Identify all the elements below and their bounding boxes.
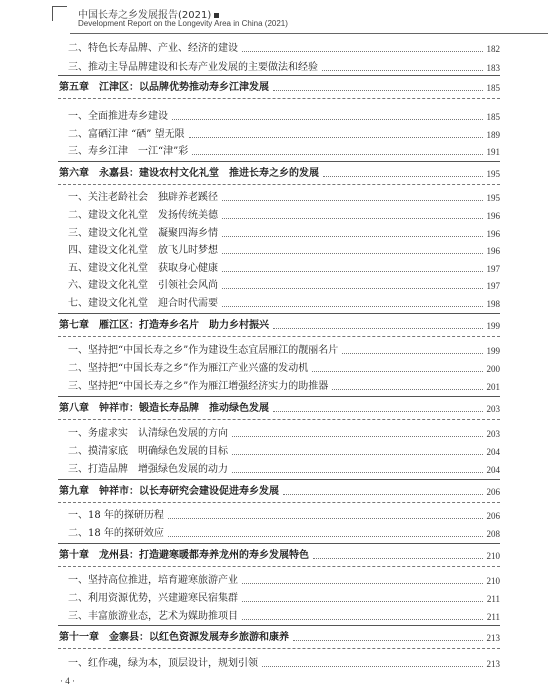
toc-page-number: 198 [486,299,500,309]
dot-leader [273,89,483,91]
toc-entry-title: 第十章 龙州县：打造避寒暖都寿养龙州的寿乡发展特色 [59,550,309,561]
dot-leader [222,235,483,237]
toc-page-number: 206 [486,511,500,521]
toc-page-number: 203 [486,404,500,414]
toc-page-number: 200 [486,364,500,374]
toc-page-number: 196 [486,211,500,221]
toc-section-entry[interactable] [68,260,500,276]
toc-entry-title: 三、打造品牌 增强绿色发展的动力 [68,464,228,475]
toc-entry-title: 二、摸清家底 明确绿色发展的目标 [68,446,228,457]
chapter-rule-bottom [58,336,500,337]
toc-entry-title: 三、推动主导品牌建设和长寿产业发展的主要做法和经验 [68,62,318,73]
toc-page-number: 213 [486,659,500,669]
dot-leader [168,535,483,537]
dot-leader [222,199,483,201]
toc-page-number: 211 [486,594,500,604]
dot-leader [323,175,483,177]
toc-page-number: 199 [486,321,500,331]
toc-page-number: 195 [486,169,500,179]
toc-entry-title: 第九章 钟祥市：以长寿研究会建设促进寿乡发展 [59,486,279,497]
toc-entry-title: 一、红作魂，绿为本，顶层设计，规划引领 [68,658,258,669]
toc-page-number: 208 [486,529,500,539]
dot-leader [312,370,482,372]
dot-leader [232,453,483,455]
toc-entry-title: 第八章 钟祥市：锻造长寿品牌 推动绿色发展 [59,403,269,414]
toc-page-number: 204 [486,465,500,475]
toc-page-number: 189 [486,130,500,140]
toc-chapter-entry[interactable] [59,547,500,563]
chapter-rule-bottom [58,566,500,567]
toc-section-entry[interactable] [68,126,500,142]
header-title-cn: 中国长寿之乡发展报告(2021) [78,6,219,21]
toc-entry-title: 七、建设文化礼堂 迎合时代需要 [68,298,218,309]
toc-section-entry[interactable] [68,108,500,124]
dot-leader [242,600,483,602]
toc-entry-title: 第六章 永嘉县：建设农村文化礼堂 推进长寿之乡的发展 [59,168,319,179]
dot-leader [192,153,482,155]
toc-section-entry[interactable] [68,242,500,258]
dot-leader [189,136,483,138]
toc-section-entry[interactable] [68,189,500,205]
dot-leader [232,471,483,473]
toc-entry-title: 三、建设文化礼堂 凝聚四海乡情 [68,228,218,239]
toc-page-number: 185 [486,112,500,122]
dot-leader [242,582,483,584]
toc-section-entry[interactable] [68,608,500,624]
dot-leader [222,217,483,219]
toc-entry-title: 二、18 年的探研效应 [68,528,164,539]
toc-entry-title: 一、关注老龄社会 独辟养老蹊径 [68,192,218,203]
toc-section-entry[interactable] [68,525,500,541]
toc-entry-title: 二、坚持把“中国长寿之乡”作为雁江产业兴盛的发动机 [68,363,309,374]
toc-page-number: 197 [486,281,500,291]
toc-section-entry[interactable] [68,342,500,358]
toc-section-entry[interactable] [68,655,500,671]
dot-leader [322,69,483,71]
toc-page-number: 213 [486,633,500,643]
toc-entry-title: 第七章 雁江区：打造寿乡名片 助力乡村振兴 [59,320,269,331]
toc-entry-title: 二、富硒江津 “硒” 望无限 [68,129,185,140]
toc-section-entry[interactable] [68,225,500,241]
chapter-rule-bottom [58,98,500,99]
toc-entry-title: 二、建设文化礼堂 发扬传统美德 [68,210,218,221]
toc-chapter-entry[interactable] [59,317,500,333]
toc-entry-title: 六、建设文化礼堂 引领社会风尚 [68,280,218,291]
toc-section-entry[interactable] [68,378,500,394]
dot-leader [313,557,483,559]
dot-leader [168,517,483,519]
dot-leader [273,327,483,329]
toc-entry-title: 一、坚持把“中国长寿之乡”作为建设生态宜居雁江的靓丽名片 [68,345,339,356]
toc-entry-title: 一、务虚求实 认清绿色发展的方向 [68,428,228,439]
chapter-rule-bottom [58,648,500,649]
toc-entry-title: 二、利用资源优势，兴建避寒民宿集群 [68,593,238,604]
chapter-rule-top [58,625,500,626]
dot-leader [242,50,483,52]
toc-entry-title: 第十一章 金寨县：以红色资源发展寿乡旅游和康养 [59,632,289,643]
dot-leader [222,270,483,272]
toc-entry-title: 四、建设文化礼堂 放飞儿时梦想 [68,245,218,256]
toc-section-entry[interactable] [68,143,500,159]
toc-page-number: 210 [486,551,500,561]
toc-page-number: 199 [486,346,500,356]
toc-page-number: 196 [486,229,500,239]
toc-page-number: 195 [486,193,500,203]
toc-section-entry[interactable] [68,425,500,441]
toc-entry-title: 一、全面推进寿乡建设 [68,111,168,122]
toc-entry-title: 一、坚持高位推进，培育避寒旅游产业 [68,575,238,586]
dot-leader [172,118,483,120]
toc-chapter-entry[interactable] [59,79,500,95]
toc-section-entry[interactable] [68,443,500,459]
toc-section-entry[interactable] [68,277,500,293]
chapter-rule-top [58,543,500,544]
toc-chapter-entry[interactable] [59,165,500,181]
chapter-rule-top [58,313,500,314]
dot-leader [293,639,483,641]
dot-leader [283,493,483,495]
toc-page-number: 204 [486,447,500,457]
toc-section-entry[interactable] [68,461,500,477]
toc-section-entry[interactable] [68,572,500,588]
toc-page-number: 183 [486,63,500,73]
toc-page-number: 196 [486,246,500,256]
toc-page-number: 197 [486,264,500,274]
toc-entry-title: 三、丰富旅游业态，艺术为媒助推项目 [68,611,238,622]
toc-page-number: 203 [486,429,500,439]
dot-leader [332,388,482,390]
toc-section-entry[interactable] [68,507,500,523]
chapter-rule-bottom [58,184,500,185]
chapter-rule-top [58,479,500,480]
chapter-rule-top [58,75,500,76]
toc-page-number: 201 [486,382,500,392]
toc-section-entry[interactable] [68,59,500,75]
chapter-rule-top [58,161,500,162]
toc-entry-title: 五、建设文化礼堂 获取身心健康 [68,263,218,274]
toc-entry-title: 三、坚持把“中国长寿之乡”作为雁江增强经济实力的助推器 [68,381,329,392]
dot-leader [273,410,483,412]
dot-leader [242,618,483,620]
chapter-rule-bottom [58,419,500,420]
toc-page-number: 210 [486,576,500,586]
toc-chapter-entry[interactable] [59,400,500,416]
toc-entry-title: 二、特色长寿品牌、产业、经济的建设 [68,43,238,54]
toc-chapter-entry[interactable] [59,629,500,645]
toc-entry-title: 三、寿乡江津 一江“津”彩 [68,146,189,157]
toc-section-entry[interactable] [68,360,500,376]
toc-chapter-entry[interactable] [59,483,500,499]
header-title-en: Development Report on the Longevity Area in China (2021) [78,19,288,28]
toc-entry-title: 第五章 江津区：以品牌优势推动寿乡江津发展 [59,82,269,93]
dot-leader [342,352,482,354]
toc-section-entry[interactable] [68,207,500,223]
dot-leader [262,665,483,667]
toc-page-number: 182 [486,44,500,54]
dot-leader [222,305,483,307]
toc-section-entry[interactable] [68,590,500,606]
toc-section-entry[interactable] [68,295,500,311]
toc-page-number: 206 [486,487,500,497]
dot-leader [232,435,483,437]
chapter-rule-top [58,396,500,397]
dot-leader [222,287,483,289]
toc-section-entry[interactable] [68,40,500,56]
toc-page-number: 211 [486,612,500,622]
page-number: · 4 · [60,676,75,686]
chapter-rule-bottom [58,502,500,503]
dot-leader [222,252,483,254]
toc-page-number: 185 [486,83,500,93]
toc-page-number: 191 [486,147,500,157]
toc-entry-title: 一、18 年的探研历程 [68,510,164,521]
